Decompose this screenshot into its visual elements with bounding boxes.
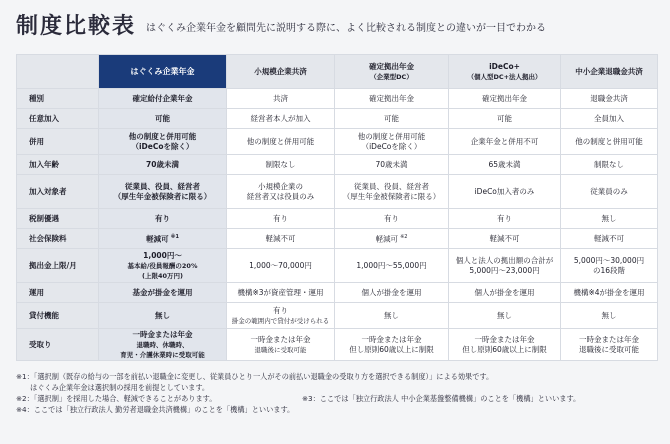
cell-line: （厚生年金被保険者に限る） [113,191,212,201]
column-header [335,55,449,89]
cell-line: 退職時、休職時、 [136,340,189,349]
table-row [17,303,658,329]
table-cell [449,329,561,361]
table-cell [227,209,335,229]
table-cell [561,155,658,175]
cell-line: 軽減可 [375,234,399,244]
cell-line: 1,000円〜 [143,250,182,260]
table-row [17,329,658,361]
table-cell [561,283,658,303]
column-header [449,55,561,89]
column-header [99,55,227,89]
footnote-1-continued: はぐくみ企業年金は選択制の採用を前提としています。 [30,383,210,392]
table-cell [449,283,561,303]
cell-line: 軽減可 [146,234,169,244]
row-header: 貸付機能 [17,303,99,329]
cell-line: 1,000円〜55,000円 [356,260,427,270]
cell-line: 1,000〜70,000円 [249,260,312,270]
cell-line: 有り [497,213,512,223]
table-cell [561,249,658,283]
table-row [17,283,658,303]
row-header: 受取り [17,329,99,361]
table-cell [449,249,561,283]
table-cell [335,109,449,129]
cell-line: 他の制度と併用可能 [246,136,315,146]
cell-line: 従業員、役員、経営者 [354,181,429,191]
row-header: 運用 [17,283,99,303]
cell-line: 全員加入 [594,113,624,123]
column-header-label: 小規模企業共済 [254,66,307,76]
table-cell [99,249,227,283]
cell-line: 共済 [273,93,288,103]
cell-line: 小規模企業の [258,181,303,191]
table-cell [99,175,227,209]
table-cell [561,129,658,155]
cell-line: 従業員のみ [590,186,628,196]
cell-line: 個人が掛金を運用 [474,287,535,297]
footnote-2: ※2：「選択制」を採用した場合、軽減できることがあります。 [16,394,217,403]
table-header-row [17,55,658,89]
footnote-marker: ※1 [170,234,179,241]
cell-line: 無し [497,310,512,320]
cell-line: 無し [601,213,617,223]
cell-line: 他の制度と併用可能 [357,131,426,141]
row-header: 拠出金上限/月 [17,249,99,283]
table-cell [227,109,335,129]
page-title: 制度比較表 [16,14,137,39]
table-cell [449,129,561,155]
column-header-label: 中小企業退職金共済 [575,66,643,76]
cell-line: 一時金または年金 [132,329,193,339]
column-header-label: はぐくみ企業年金 [130,66,195,76]
comparison-table [16,54,658,361]
cell-line: 他の制度と併用可能 [128,131,197,141]
table-cell [561,175,658,209]
column-header-label: 確定拠出年金 [369,61,414,71]
table-cell [449,89,561,109]
cell-line: 可能 [384,113,399,123]
cell-line: （厚生年金被保険者に限る） [342,191,441,201]
cell-line: 企業年金と併用不可 [470,136,539,146]
table-cell [99,209,227,229]
table-row [17,249,658,283]
column-header-label: iDeCo+ [489,61,520,71]
table-cell [561,303,658,329]
cell-line: の16段階 [592,265,626,275]
table-cell [335,329,449,361]
table-cell [227,129,335,155]
cell-line: 有り [273,305,288,315]
cell-line: 確定拠出年金 [482,93,527,103]
table-cell [561,89,658,109]
cell-line: （iDeCoを除く） [361,141,422,151]
cell-line: 無し [384,310,399,320]
table-cell [99,129,227,155]
cell-line: 個人が掛金を運用 [361,287,422,297]
table-cell [99,329,227,361]
table-cell [227,249,335,283]
table-row [17,155,658,175]
table-cell [449,303,561,329]
table-row [17,229,658,249]
table-row [17,129,658,155]
footnote-marker: ※2 [400,234,408,241]
cell-line: 有り [155,213,170,223]
row-header: 併用 [17,129,99,155]
footnote-1: ※1：「選択制（既存の給与の一部を前払い退職金に変更し、従業員ひとり一人がその前払い退職金の受取り方を選択できる制度）」による効果です。 [16,372,494,381]
column-header-sublabel: （企業型DC） [370,72,413,81]
cell-line: 経営者又は役員のみ [246,191,315,201]
cell-line: 基金が掛金を運用 [132,287,193,297]
cell-line: 退職後に受取可能 [254,345,307,354]
cell-line: 一時金または年金 [361,334,422,344]
table-corner-cell [17,55,99,89]
table-cell [561,329,658,361]
cell-line: 70歳未満 [146,159,179,169]
cell-line: 掛金の範囲内で貸付が受けられる [231,316,330,325]
table-cell [335,249,449,283]
table-cell [335,175,449,209]
table-cell [561,109,658,129]
table-cell [335,89,449,109]
table-cell [227,283,335,303]
table-cell [335,283,449,303]
cell-line: 機構※4が掛金を運用 [573,287,645,297]
cell-line: 65歳未満 [488,159,521,169]
cell-line: 無し [155,310,170,320]
cell-line: 一時金または年金 [250,334,311,344]
cell-line: 一時金または年金 [474,334,535,344]
table-cell [335,155,449,175]
column-header [227,55,335,89]
cell-line: 有り [273,213,288,223]
row-header: 種別 [17,89,99,109]
footnotes [16,371,661,415]
table-cell [99,155,227,175]
footnote-3: ※3：ここでは「独立行政法人 中小企業基盤整備機構」のことを「機構」といいます。 [302,394,581,403]
cell-line: 可能 [155,113,170,123]
table-cell [561,229,658,249]
table-cell [449,155,561,175]
cell-line: 可能 [497,113,512,123]
cell-line: 退職金共済 [590,93,628,103]
table-row [17,209,658,229]
table-cell [561,209,658,229]
table-cell [449,229,561,249]
cell-line: 基本給/役員報酬の20% [127,261,198,270]
table-cell [227,175,335,209]
table-cell [335,303,449,329]
table-row [17,109,658,129]
cell-line: 機構※3が資産管理・運用 [237,287,324,297]
table-cell [99,89,227,109]
cell-line: 従業員、役員、経営者 [125,181,200,191]
table-cell [227,89,335,109]
cell-line: iDeCo加入者のみ [474,186,535,196]
table-cell [99,109,227,129]
cell-line: (上限40万円) [142,271,183,280]
cell-line: 軽減不可 [265,233,296,243]
table-cell [227,229,335,249]
cell-line: 軽減不可 [594,233,624,243]
cell-line: 退職後に受取可能 [579,344,639,354]
row-header: 任意加入 [17,109,99,129]
cell-line: 70歳未満 [375,159,408,169]
cell-line: 但し原則60歳以上に制限 [349,344,434,354]
cell-line: 一時金または年金 [579,334,639,344]
table-cell [449,175,561,209]
table-cell [449,209,561,229]
cell-line: 有り [384,213,399,223]
cell-line: 制限なし [265,159,296,169]
row-header: 社会保険料 [17,229,99,249]
cell-line: 確定給付企業年金 [132,93,193,103]
table-row [17,175,658,209]
row-header: 税制優遇 [17,209,99,229]
row-header: 加入年齢 [17,155,99,175]
table-cell [227,155,335,175]
cell-line: 5,000円〜30,000円 [573,255,645,265]
table-cell [335,209,449,229]
table-cell [335,129,449,155]
table-row [17,89,658,109]
page-header [16,12,660,40]
cell-line: 但し原則60歳以上に制限 [462,344,547,354]
footnote-4: ※4：ここでは「独立行政法人 勤労者退職金共済機構」のことを「機構」といいます。 [16,405,295,414]
table-cell [99,283,227,303]
cell-line: 軽減不可 [489,233,520,243]
cell-line: （iDeCoを除く） [131,141,194,151]
cell-line: 他の制度と併用可能 [575,136,643,146]
cell-line: 確定拠出年金 [369,93,414,103]
table-cell [227,329,335,361]
table-cell [227,303,335,329]
cell-line: 個人と法人の拠出額の合計が [455,255,554,265]
table-cell [99,229,227,249]
cell-line: 制限なし [594,159,624,169]
table-cell [449,109,561,129]
cell-line: 無し [601,310,617,320]
table-cell [335,229,449,249]
row-header: 加入対象者 [17,175,99,209]
table-cell [99,303,227,329]
cell-line: 5,000円〜23,000円 [469,265,540,275]
cell-line: 育児・介護休業時に受取可能 [120,350,205,359]
cell-line: 経営者本人が加入 [250,113,311,123]
page-subtitle: はぐくみ企業年金を顧問先に説明する際に、よく比較される制度との違いが一目でわかる [146,23,547,34]
column-header-sublabel: （個人型DC+法人拠出） [467,72,542,81]
column-header [561,55,658,89]
